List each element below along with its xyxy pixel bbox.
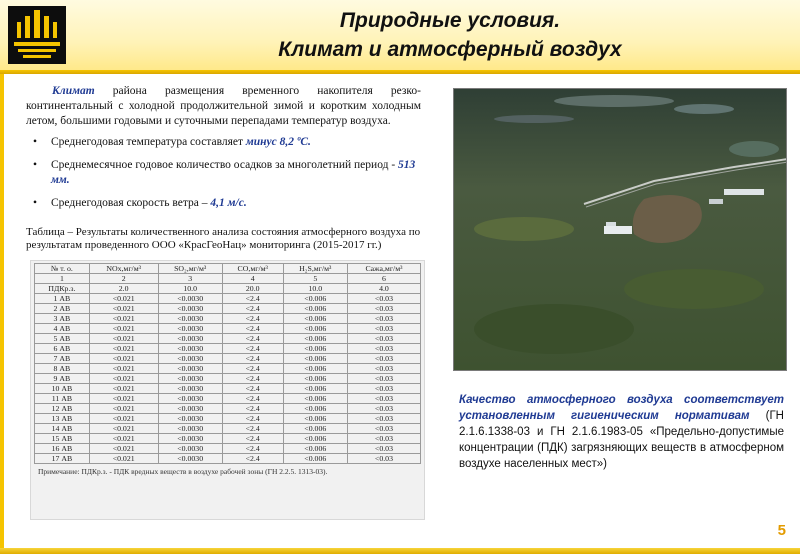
table-cell: 13 АВ xyxy=(35,414,90,424)
column-number: 2 xyxy=(89,274,158,284)
table-cell: <0.0030 xyxy=(158,314,222,324)
table-cell: <0.021 xyxy=(89,424,158,434)
table-cell: 9 АВ xyxy=(35,374,90,384)
table-cell: <0.021 xyxy=(89,444,158,454)
col-header-point: № т. о. xyxy=(35,264,90,274)
table-cell: <0.03 xyxy=(347,354,420,364)
table-header-row xyxy=(35,264,421,274)
aerial-tundra-photo-icon xyxy=(454,89,787,371)
bottom-accent-bar xyxy=(0,548,800,554)
table-cell: <0.03 xyxy=(347,314,420,324)
title-line-2: Климат и атмосферный воздух xyxy=(278,38,622,61)
table-cell: <0.021 xyxy=(89,434,158,444)
table-cell: <0.021 xyxy=(89,344,158,354)
table-cell: 5 АВ xyxy=(35,334,90,344)
table-cell: 15 АВ xyxy=(35,434,90,444)
table-cell: <0.006 xyxy=(283,314,347,324)
table-cell: <0.006 xyxy=(283,364,347,374)
bullet-wind: • Среднегодовая скорость ветра – 4,1 м/с. xyxy=(33,197,247,209)
table-cell: <0.0030 xyxy=(158,374,222,384)
table-cell: <0.0030 xyxy=(158,414,222,424)
conclusion-detail: (ГН 2.1.6.1338-03 и ГН 2.1.6.1983-05 «Предельно-допустимые концентрации (ПДК) загрязняющих веществ в атмосферном воздухе населенных мест») xyxy=(459,410,784,470)
company-logo-icon xyxy=(8,6,66,64)
table-cell: <0.006 xyxy=(283,354,347,364)
left-accent-bar xyxy=(0,74,4,554)
column-number: 1 xyxy=(35,274,90,284)
col-header-h2s: H₂S,мг/м³ xyxy=(283,264,347,274)
table-cell: 6 АВ xyxy=(35,344,90,354)
table-cell: <0.03 xyxy=(347,324,420,334)
table-cell: <0.021 xyxy=(89,404,158,414)
table-note: Примечание: ПДКр.з. - ПДК вредных веществ в воздухе рабочей зоны (ГН 2.2.5. 1313-03). xyxy=(38,467,328,476)
table-caption: Таблица – Результаты количественного анализа состояния атмосферного воздуха по результатам проведенного ООО «КрасГеоНац» мониторинга (2015-2017 гг.) xyxy=(26,226,421,251)
aerial-photo xyxy=(453,88,787,371)
table-cell: <0.0030 xyxy=(158,454,222,464)
table-cell: 3 АВ xyxy=(35,314,90,324)
bullet-temperature: • Среднегодовая температура составляет минус 8,2 ºС. xyxy=(33,136,311,148)
table-row xyxy=(35,334,421,344)
table-row-pdk xyxy=(35,284,421,294)
table-cell: <0.006 xyxy=(283,414,347,424)
table-cell: 20.0 xyxy=(222,284,283,294)
table-row xyxy=(35,324,421,334)
table-cell: 10.0 xyxy=(158,284,222,294)
table-row xyxy=(35,354,421,364)
table-cell: 17 АВ xyxy=(35,454,90,464)
table-cell: 4.0 xyxy=(347,284,420,294)
table-cell: 2.0 xyxy=(89,284,158,294)
table-cell: <2.4 xyxy=(222,404,283,414)
table-cell: <2.4 xyxy=(222,304,283,314)
climate-keyword: Климат xyxy=(52,85,95,97)
table-cell: <0.0030 xyxy=(158,394,222,404)
table-cell: <0.006 xyxy=(283,344,347,354)
table-row xyxy=(35,434,421,444)
column-number: 6 xyxy=(347,274,420,284)
table-cell: <0.03 xyxy=(347,334,420,344)
climate-bullets xyxy=(26,135,421,211)
table-cell: <2.4 xyxy=(222,354,283,364)
table-cell: <0.03 xyxy=(347,364,420,374)
table-cell: <0.03 xyxy=(347,414,420,424)
table-cell: <2.4 xyxy=(222,424,283,434)
bullet-text: Среднемесячное годовое количество осадков за многолетний период - xyxy=(51,159,399,171)
table-cell: <0.0030 xyxy=(158,384,222,394)
table-cell: <0.006 xyxy=(283,304,347,314)
table-column-number-row xyxy=(35,274,421,284)
table-cell: <0.0030 xyxy=(158,334,222,344)
table-cell: <0.006 xyxy=(283,434,347,444)
table-row xyxy=(35,304,421,314)
table-cell: <0.03 xyxy=(347,344,420,354)
table-cell: 10.0 xyxy=(283,284,347,294)
table-cell: <0.0030 xyxy=(158,424,222,434)
air-quality-table-panel xyxy=(30,260,425,520)
bullet-precipitation: • Среднемесячное годовое количество осадков за многолетний период - 513 мм. xyxy=(33,159,416,186)
table-cell: 8 АВ xyxy=(35,364,90,374)
table-cell: <2.4 xyxy=(222,374,283,384)
bullet-suffix: . xyxy=(243,197,247,209)
table-cell: <2.4 xyxy=(222,294,283,304)
table-cell: <0.006 xyxy=(283,324,347,334)
table-cell: <0.006 xyxy=(283,374,347,384)
table-cell: <0.0030 xyxy=(158,404,222,414)
slide-header xyxy=(0,0,800,70)
slide-title xyxy=(130,6,770,64)
table-cell: <0.0030 xyxy=(158,354,222,364)
table-cell: <0.021 xyxy=(89,414,158,424)
column-number: 3 xyxy=(158,274,222,284)
table-cell: <2.4 xyxy=(222,324,283,334)
bullet-text: Среднегодовая температура составляет xyxy=(51,136,246,148)
table-cell: <2.4 xyxy=(222,454,283,464)
table-cell: <0.03 xyxy=(347,404,420,414)
table-cell: <0.0030 xyxy=(158,364,222,374)
table-cell: 4 АВ xyxy=(35,324,90,334)
table-cell: <0.021 xyxy=(89,304,158,314)
table-cell: <0.0030 xyxy=(158,304,222,314)
column-number: 4 xyxy=(222,274,283,284)
climate-intro-text: района размещения временного накопителя резко-континентальный с холодной продолжительной зимой и коротким холодным летом, большими годовыми и суточными перепадами температур воздуха. xyxy=(26,85,421,127)
table-cell: <0.021 xyxy=(89,374,158,384)
table-cell: <0.021 xyxy=(89,294,158,304)
table-cell: <0.03 xyxy=(347,384,420,394)
table-cell: <0.03 xyxy=(347,294,420,304)
table-row xyxy=(35,364,421,374)
bullet-suffix: . xyxy=(308,136,311,148)
table-cell: 1 АВ xyxy=(35,294,90,304)
air-quality-conclusion xyxy=(459,392,784,472)
table-cell: <2.4 xyxy=(222,344,283,354)
table-cell: <0.03 xyxy=(347,374,420,384)
table-cell: <0.006 xyxy=(283,384,347,394)
climate-description xyxy=(26,84,421,219)
table-cell: <0.03 xyxy=(347,304,420,314)
table-cell: ПДКр.з. xyxy=(35,284,90,294)
table-row xyxy=(35,454,421,464)
table-cell: <0.021 xyxy=(89,384,158,394)
table-row xyxy=(35,404,421,414)
table-row xyxy=(35,344,421,354)
table-cell: <0.0030 xyxy=(158,324,222,334)
table-cell: <0.03 xyxy=(347,454,420,464)
table-cell: 10 АВ xyxy=(35,384,90,394)
table-cell: 16 АВ xyxy=(35,444,90,454)
table-cell: <2.4 xyxy=(222,434,283,444)
table-cell: <0.0030 xyxy=(158,434,222,444)
table-cell: <2.4 xyxy=(222,444,283,454)
table-cell: <0.021 xyxy=(89,314,158,324)
col-header-so2: SO₂,мг/м³ xyxy=(158,264,222,274)
bullet-text: Среднегодовая скорость ветра – xyxy=(51,197,211,209)
table-body xyxy=(35,284,421,464)
table-row xyxy=(35,424,421,434)
table-cell: <0.006 xyxy=(283,454,347,464)
col-header-co: CO,мг/м³ xyxy=(222,264,283,274)
table-row xyxy=(35,394,421,404)
table-cell: <0.03 xyxy=(347,444,420,454)
table-cell: <0.021 xyxy=(89,334,158,344)
table-row xyxy=(35,414,421,424)
header-divider xyxy=(0,70,800,74)
table-cell: <0.021 xyxy=(89,394,158,404)
bullet-suffix: . xyxy=(66,174,70,186)
climate-intro xyxy=(26,84,421,129)
table-cell: <0.021 xyxy=(89,364,158,374)
col-header-nox: NOx,мг/м³ xyxy=(89,264,158,274)
table-cell: <0.03 xyxy=(347,424,420,434)
title-line-1: Природные условия. xyxy=(339,9,561,32)
table-cell: <2.4 xyxy=(222,334,283,344)
table-cell: <2.4 xyxy=(222,394,283,404)
bullet-value: минус 8,2 ºС xyxy=(245,136,309,148)
table-row xyxy=(35,374,421,384)
table-cell: <0.021 xyxy=(89,454,158,464)
table-cell: <0.021 xyxy=(89,324,158,334)
table-row xyxy=(35,444,421,454)
table-cell: <0.021 xyxy=(89,354,158,364)
table-cell: <2.4 xyxy=(222,364,283,374)
table-cell: <0.0030 xyxy=(158,294,222,304)
air-quality-table xyxy=(34,263,421,464)
table-cell: <0.006 xyxy=(283,404,347,414)
table-cell: <0.006 xyxy=(283,394,347,404)
conclusion-lead: Качество атмосферного воздуха соответствует установленным гигиеническим нормативам xyxy=(459,394,784,422)
table-cell: 14 АВ xyxy=(35,424,90,434)
table-cell: 2 АВ xyxy=(35,304,90,314)
col-header-soot: Сажа,мг/м³ xyxy=(347,264,420,274)
table-row xyxy=(35,314,421,324)
column-number: 5 xyxy=(283,274,347,284)
bullet-value: 513 мм xyxy=(51,159,416,186)
table-cell: <0.03 xyxy=(347,434,420,444)
table-cell: <0.0030 xyxy=(158,344,222,354)
table-cell: <0.03 xyxy=(347,394,420,404)
table-cell: 7 АВ xyxy=(35,354,90,364)
table-cell: <0.006 xyxy=(283,294,347,304)
table-cell: 11 АВ xyxy=(35,394,90,404)
table-cell: <2.4 xyxy=(222,384,283,394)
table-cell: <2.4 xyxy=(222,314,283,324)
table-cell: 12 АВ xyxy=(35,404,90,414)
page-number: 5 xyxy=(777,522,786,539)
table-cell: <0.006 xyxy=(283,424,347,434)
table-cell: <2.4 xyxy=(222,414,283,424)
table-cell: <0.0030 xyxy=(158,444,222,454)
table-cell: <0.006 xyxy=(283,334,347,344)
table-cell: <0.006 xyxy=(283,444,347,454)
bullet-value: 4,1 м/с xyxy=(210,197,244,209)
table-row xyxy=(35,384,421,394)
table-row xyxy=(35,294,421,304)
